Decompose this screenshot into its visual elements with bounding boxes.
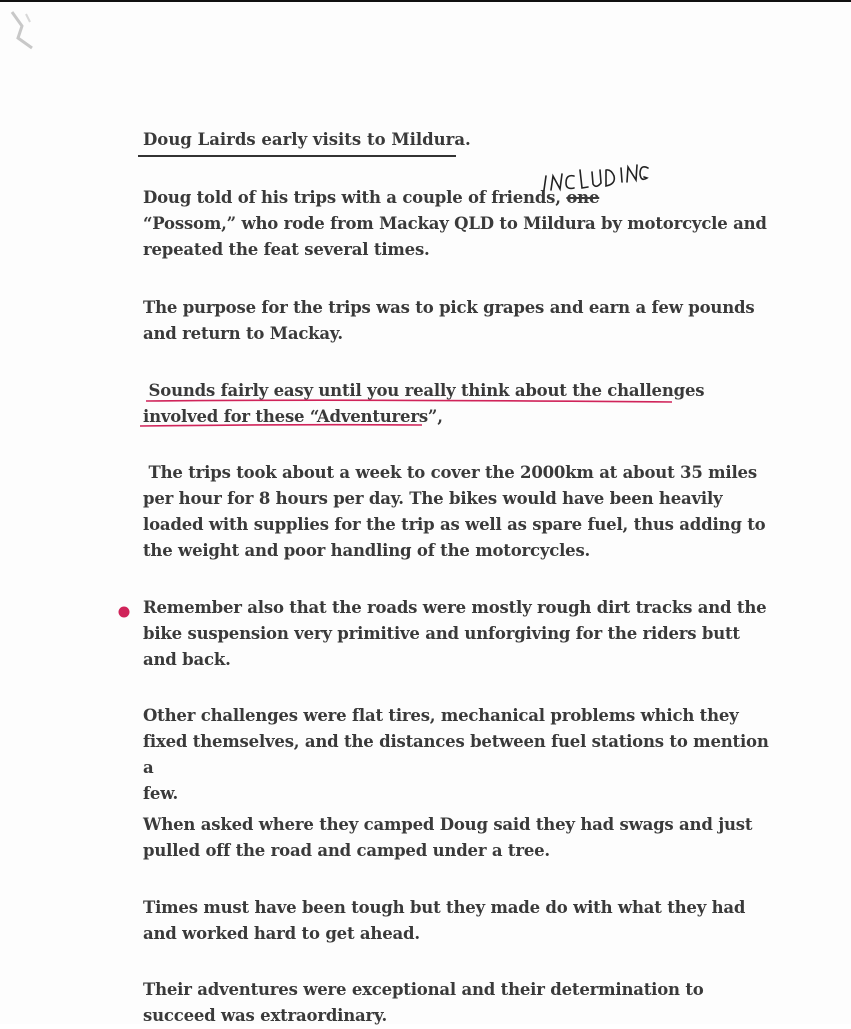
p1-line1: Doug told of his trips with a couple of friends, one (143, 188, 600, 207)
handwritten-insertion (540, 160, 650, 196)
p7-line1: When asked where they camped Doug said they had swags and just (143, 815, 753, 834)
scan-top-edge (0, 0, 851, 2)
p3-line2: involved for these “Adventurers”, (143, 407, 443, 426)
p1-line2: “Possom,” who rode from Mackay QLD to Mildura by motorcycle and (143, 214, 767, 233)
p4-line4: the weight and poor handling of the motorcycles. (143, 541, 591, 560)
document-title: Doug Lairds early visits to Mildura. (143, 130, 471, 149)
paragraph-2 (143, 295, 783, 347)
p7-line2: pulled off the road and camped under a tree. (143, 841, 550, 860)
p4-line3: loaded with supplies for the trip as well as spare fuel, thus adding to (143, 515, 766, 534)
paragraph-8 (143, 895, 783, 947)
red-ink-dot-icon (117, 605, 131, 619)
p4-line2: per hour for 8 hours per day. The bikes would have been heavily (143, 489, 723, 508)
p6-line1: Other challenges were flat tires, mechanical problems which they (143, 706, 739, 725)
p6-line3: few. (143, 784, 179, 803)
paragraph-4 (143, 460, 783, 564)
p1-line3: repeated the feat several times. (143, 240, 430, 259)
paragraph-3 (143, 378, 783, 430)
title-underline (138, 155, 456, 157)
paragraph-6 (143, 703, 783, 807)
p3-line1: Sounds fairly easy until you really think about the challenges (143, 381, 705, 400)
p2-line2: and return to Mackay. (143, 324, 343, 343)
staple-mark-icon (8, 8, 44, 52)
p8-line1: Times must have been tough but they made do with what they had (143, 898, 746, 917)
paragraph-1 (143, 185, 783, 263)
p4-line1: The trips took about a week to cover the 2000km at about 35 miles (143, 463, 757, 482)
p9-line1: Their adventures were exceptional and their determination to (143, 980, 704, 999)
p5-line1: Remember also that the roads were mostly rough dirt tracks and the (143, 598, 767, 617)
struck-word: one (566, 188, 600, 207)
paragraph-5 (143, 595, 783, 673)
p2-line1: The purpose for the trips was to pick grapes and earn a few pounds (143, 298, 755, 317)
p9-line2: succeed was extraordinary. (143, 1006, 388, 1025)
p6-line2: fixed themselves, and the distances between fuel stations to mention a (143, 732, 769, 777)
paragraph-7 (143, 812, 783, 864)
p8-line2: and worked hard to get ahead. (143, 924, 420, 943)
p5-line3: and back. (143, 650, 231, 669)
paragraph-9 (143, 977, 783, 1029)
p5-line2: bike suspension very primitive and unforgiving for the riders butt (143, 624, 740, 643)
